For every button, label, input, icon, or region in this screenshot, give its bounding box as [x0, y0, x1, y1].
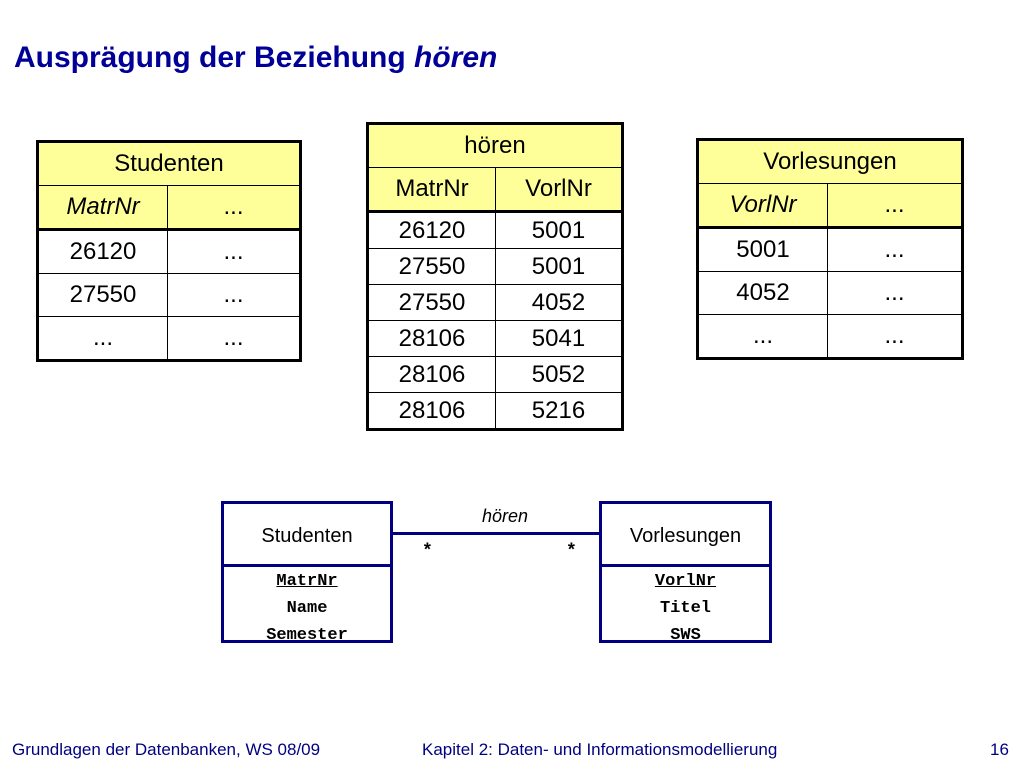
- table-cell: 5001: [496, 212, 623, 249]
- association-line: [393, 532, 599, 535]
- table-cell: 5041: [496, 321, 623, 357]
- table-title: Vorlesungen: [698, 140, 963, 184]
- column-header: ...: [168, 186, 301, 230]
- column-header: VorlNr: [698, 184, 828, 228]
- table-cell: 5216: [496, 393, 623, 430]
- multiplicity-right: *: [566, 542, 577, 562]
- table-cell: 26120: [368, 212, 496, 249]
- footer-page-number: 16: [990, 740, 1009, 759]
- table-cell: 27550: [38, 274, 168, 317]
- title-emphasis: hören: [414, 41, 498, 74]
- table-row: [38, 317, 301, 361]
- title-text: Ausprägung der Beziehung: [14, 41, 406, 74]
- table-cell: 5001: [496, 249, 623, 285]
- association-label: hören: [481, 506, 529, 526]
- uml-attribute: Titel: [659, 599, 711, 618]
- table-cell: 27550: [368, 285, 496, 321]
- table-row: [698, 272, 963, 315]
- multiplicity-left: *: [422, 542, 433, 562]
- table-row: [368, 285, 623, 321]
- table-cell: 28106: [368, 321, 496, 357]
- column-header: MatrNr: [38, 186, 168, 230]
- table-cell: 28106: [368, 357, 496, 393]
- table-cell: 26120: [38, 230, 168, 274]
- table-cell: ...: [168, 274, 301, 317]
- table-cell: 28106: [368, 393, 496, 430]
- table-row: [368, 212, 623, 249]
- table-cell: ...: [828, 272, 963, 315]
- uml-class-vorlesungen: [599, 501, 772, 643]
- table-cell: ...: [698, 315, 828, 359]
- table-cell: ...: [38, 317, 168, 361]
- table-cell: ...: [168, 317, 301, 361]
- column-header: VorlNr: [496, 168, 623, 212]
- vorlesungen-table: [696, 138, 964, 360]
- footer-chapter: Kapitel 2: Daten- und Informationsmodellierung: [422, 740, 778, 759]
- uml-attribute-key: VorlNr: [654, 572, 717, 591]
- table-cell: ...: [828, 315, 963, 359]
- table-row: [38, 230, 301, 274]
- table-cell: ...: [828, 228, 963, 272]
- slide-title: [14, 38, 497, 78]
- uml-class-name: Vorlesungen: [602, 504, 769, 567]
- uml-attribute-list: [602, 567, 769, 649]
- footer-course: Grundlagen der Datenbanken, WS 08/09: [12, 740, 321, 759]
- table-row: [368, 249, 623, 285]
- table-title: hören: [368, 124, 623, 168]
- uml-attribute-key: MatrNr: [276, 572, 338, 591]
- table-cell: ...: [168, 230, 301, 274]
- uml-class-name: Studenten: [224, 504, 390, 567]
- uml-attribute: Name: [286, 599, 328, 618]
- table-title: Studenten: [38, 142, 301, 186]
- table-cell: 27550: [368, 249, 496, 285]
- hoeren-table: [366, 122, 624, 431]
- uml-attribute: Semester: [266, 626, 348, 645]
- table-row: [38, 274, 301, 317]
- studenten-table: [36, 140, 302, 362]
- column-header: ...: [828, 184, 963, 228]
- uml-attribute: SWS: [670, 626, 701, 645]
- uml-class-studenten: [221, 501, 393, 643]
- uml-attribute-list: [224, 567, 390, 649]
- table-row: [368, 357, 623, 393]
- table-row: [368, 393, 623, 430]
- table-cell: 5052: [496, 357, 623, 393]
- table-cell: 5001: [698, 228, 828, 272]
- table-row: [368, 321, 623, 357]
- table-row: [698, 228, 963, 272]
- column-header: MatrNr: [368, 168, 496, 212]
- table-row: [698, 315, 963, 359]
- table-cell: 4052: [496, 285, 623, 321]
- table-cell: 4052: [698, 272, 828, 315]
